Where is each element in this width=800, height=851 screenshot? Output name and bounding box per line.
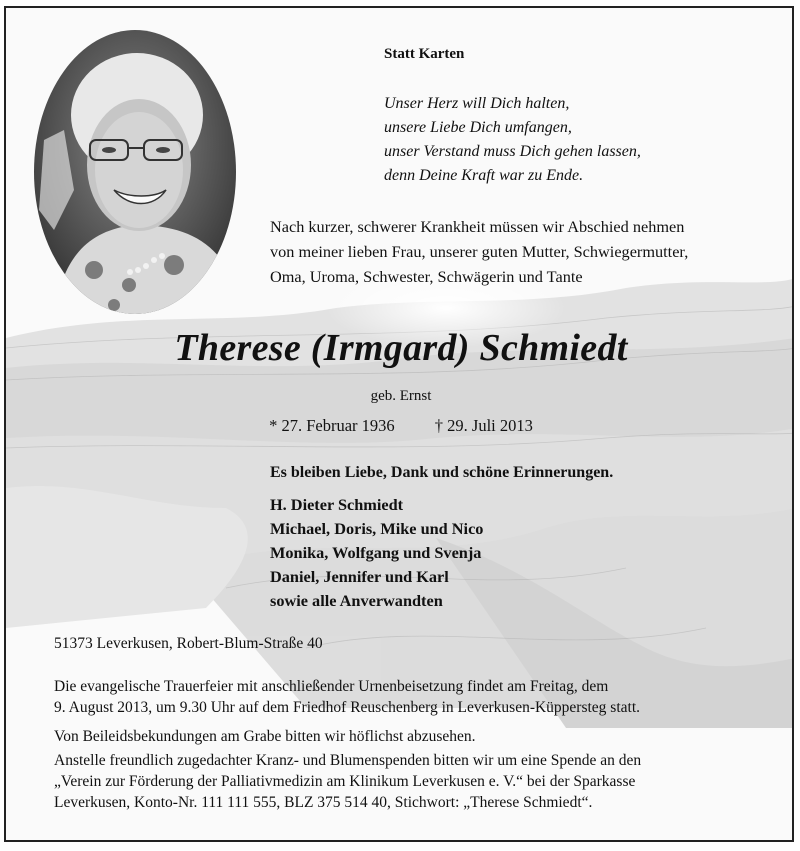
poem [384, 92, 641, 188]
intro-line: Oma, Uroma, Schwester, Schwägerin und Tante [270, 267, 583, 286]
mourner: Monika, Wolfgang und Svenja [270, 543, 482, 562]
mourners-list [270, 493, 483, 613]
portrait-photo [34, 30, 236, 314]
notice-line: Die evangelische Trauerfeier mit anschließender Urnenbeisetzung findet am Freitag, dem [54, 678, 609, 695]
deceased-name: Therese (Irmgard) Schmiedt [174, 327, 628, 369]
birth-date: * 27. Februar 1936 [269, 416, 395, 435]
intro-line: von meiner lieben Frau, unserer guten Mutter, Schwiegermutter, [270, 242, 689, 261]
notice-line: Anstelle freundlich zugedachter Kranz- und Blumenspenden bitten wir um eine Spende an den [54, 752, 642, 769]
poem-line: unser Verstand muss Dich gehen lassen, [384, 143, 641, 160]
poem-line: Unser Herz will Dich halten, [384, 95, 570, 112]
address: 51373 Leverkusen, Robert-Blum-Straße 40 [54, 635, 323, 652]
notice-line: 9. August 2013, um 9.30 Uhr auf dem Friedhof Reuschenberg in Leverkusen-Küppersteg statt. [54, 699, 641, 716]
notice-line: Leverkusen, Konto-Nr. 111 111 555, BLZ 375 514 40, Stichwort: „Therese Schmiedt“. [54, 794, 593, 811]
closing-line: Es bleiben Liebe, Dank und schöne Erinnerungen. [270, 464, 614, 481]
poem-line: denn Deine Kraft war zu Ende. [384, 167, 584, 184]
mourner: Michael, Doris, Mike und Nico [270, 519, 484, 538]
birth-name: geb. Ernst [370, 388, 432, 404]
heading: Statt Karten [384, 46, 465, 62]
death-date: † 29. Juli 2013 [434, 416, 533, 435]
notice-line: Von Beileidsbekundungen am Grabe bitten wir höflichst abzusehen. [54, 728, 476, 745]
mourner: Daniel, Jennifer und Karl [270, 567, 449, 586]
donation-notice [54, 750, 641, 813]
mourner: sowie alle Anverwandten [270, 591, 443, 610]
obituary-notice [4, 6, 794, 842]
life-dates [6, 416, 794, 436]
funeral-notice [54, 676, 640, 718]
condolence-notice [54, 726, 476, 747]
poem-line: unsere Liebe Dich umfangen, [384, 119, 572, 136]
intro-text [270, 214, 688, 289]
intro-line: Nach kurzer, schwerer Krankheit müssen wir Abschied nehmen [270, 217, 685, 236]
mourner: H. Dieter Schmiedt [270, 495, 404, 514]
notice-line: „Verein zur Förderung der Palliativmedizin am Klinikum Leverkusen e. V.“ bei der Sparkasse [54, 773, 636, 790]
